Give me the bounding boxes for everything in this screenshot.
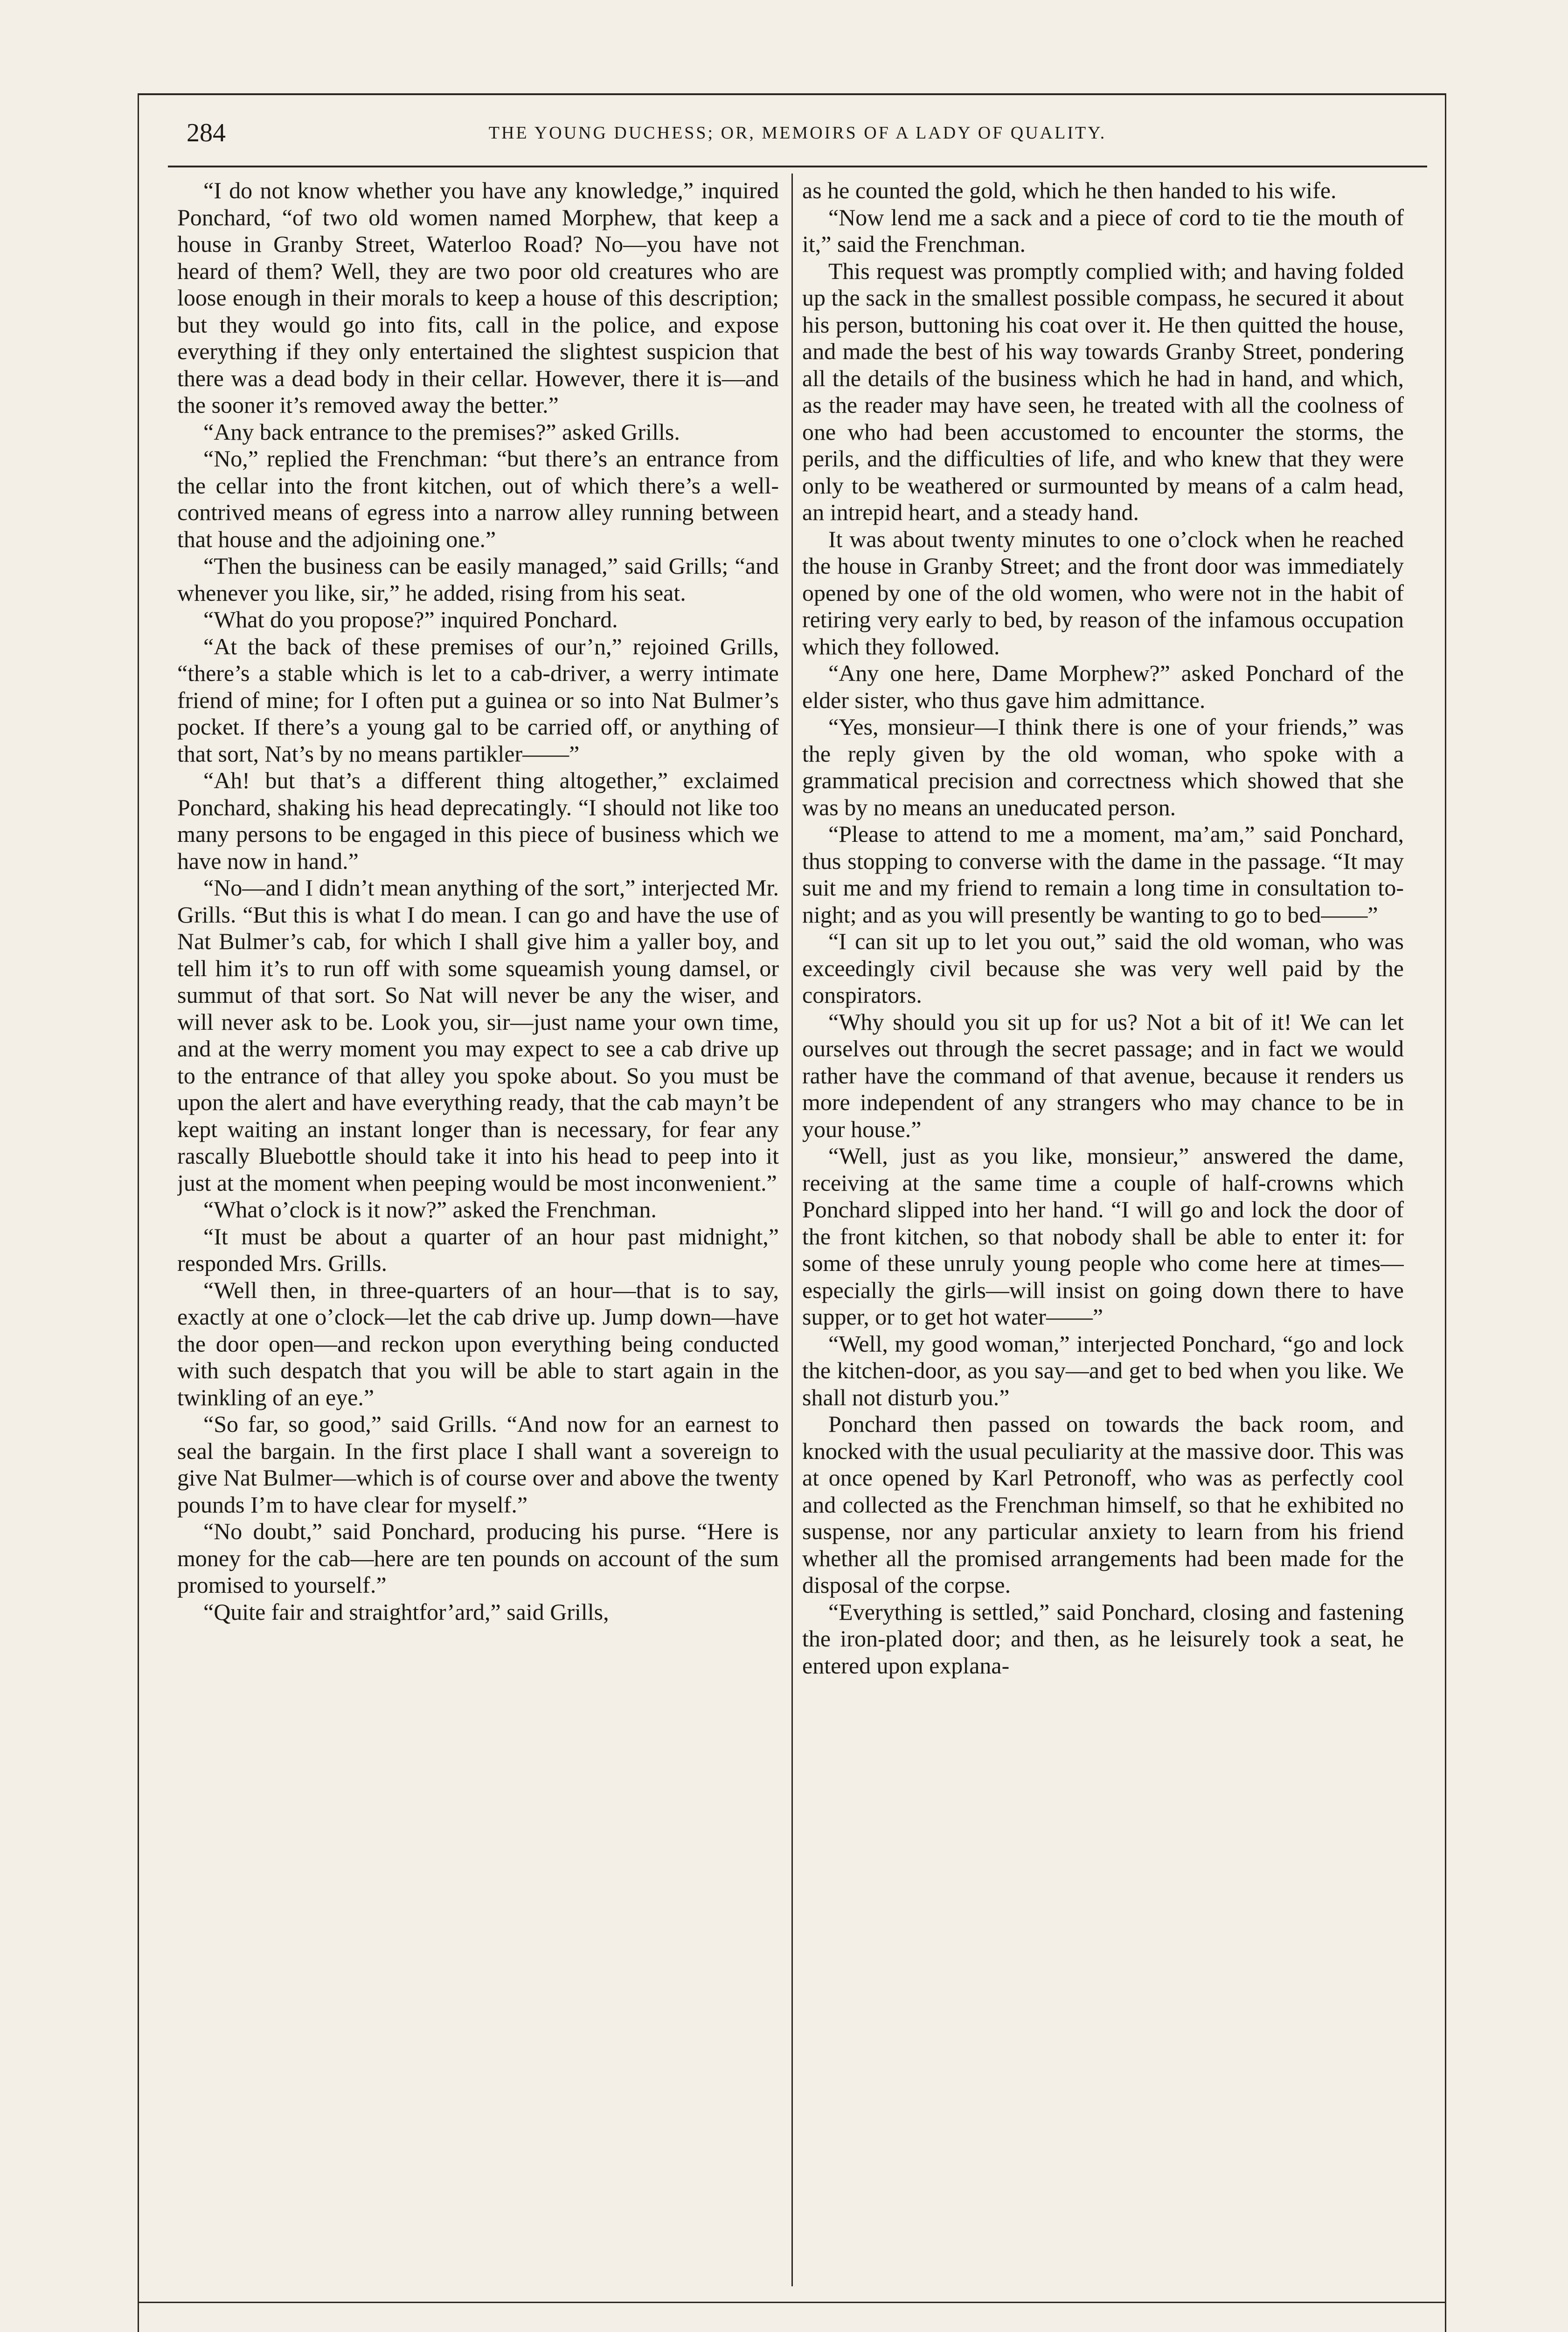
- right-column: [802, 177, 1404, 2276]
- paragraph: “Then the business can be easily managed,” said Grills; “and whenever you like, sir,” he added, rising from his seat.: [177, 553, 779, 606]
- column-divider: [791, 174, 793, 2286]
- paragraph: “Well then, in three-quarters of an hour—that is to say, exactly at one o’clock—let the cab drive up. Jump down—have the door open—and reckon upon everything being conducted with such despatch that you will be able to start again in the twinkling of an eye.”: [177, 1277, 779, 1410]
- page-number: 284: [187, 118, 226, 147]
- bottom-rule: [138, 2302, 1446, 2303]
- left-column: [177, 177, 779, 2276]
- paragraph: Ponchard then passed on towards the back room, and knocked with the usual peculiarity at the massive door. This was at once opened by Karl Petronoff, who was as perfectly cool and collected as the Frenchman himself, so that he exhibited no suspense, nor any particular anxiety to learn from his friend whether all the promised arrangements had been made for the disposal of the corpse.: [802, 1411, 1404, 1598]
- paragraph-continued: as he counted the gold, which he then handed to his wife.: [802, 177, 1337, 203]
- paragraph: “What o’clock is it now?” asked the Frenchman.: [203, 1196, 657, 1222]
- paragraph: “What do you propose?” inquired Ponchard.: [203, 606, 618, 632]
- paragraph: “Well, just as you like, monsieur,” answered the dame, receiving at the same time a couple of half-crowns which Ponchard slipped into her hand. “I will go and lock the door of the front kitchen, so that nobody shall be able to enter it: for some of these unruly young people who come here at times—especially the girls—will insist on going down there to have supper, or to get hot water——”: [802, 1143, 1404, 1330]
- header-rule: [168, 166, 1427, 167]
- paragraph: “Now lend me a sack and a piece of cord to tie the mouth of it,” said the Frenchman.: [802, 204, 1404, 257]
- paragraph: “No—and I didn’t mean anything of the sort,” interjected Mr. Grills. “But this is what I do mean. I can go and have the use of Nat Bulmer’s cab, for which I shall give him a yaller boy, and tell him it’s to run off with some squeamish young damsel, or summut of that sort. So Nat will never be any the wiser, and will never ask to be. Look you, sir—just name your own time, and at the werry moment you may expect to see a cab drive up to the entrance of that alley you spoke about. So you must be upon the alert and have everything ready, that the cab mayn’t be kept waiting an instant longer than is necessary, for fear any rascally Bluebottle should take it into his head to peep into it just at the moment when peeping would be most inconwenient.”: [177, 874, 779, 1196]
- paragraph: It was about twenty minutes to one o’clock when he reached the house in Granby Street; and the front door was immediately opened by one of the old women, who were not in the habit of retiring very early to bed, by reason of the infamous occupation which they followed.: [802, 526, 1404, 659]
- paragraph: “At the back of these premises of our’n,” rejoined Grills, “there’s a stable which is let to a cab-driver, a werry intimate friend of mine; for I often put a guinea or so into Nat Bulmer’s pocket. If there’s a young gal to be carried off, or anything of that sort, Nat’s by no means partikler——”: [177, 633, 779, 767]
- paragraph: “Quite fair and straightfor’ard,” said Grills,: [203, 1598, 609, 1625]
- running-head: THE YOUNG DUCHESS; OR, MEMOIRS OF A LADY OF QUALITY.: [488, 123, 1107, 143]
- top-rule: [138, 93, 1446, 95]
- paragraph: “Yes, monsieur—I think there is one of your friends,” was the reply given by the old woman, who spoke with a grammatical precision and correctness which showed that she was by no means an uneducated person.: [802, 714, 1404, 820]
- paragraph: “Well, my good woman,” interjected Ponchard, “go and lock the kitchen-door, as you say—and get to bed when you like. We shall not disturb you.”: [802, 1330, 1404, 1410]
- paragraph: “It must be about a quarter of an hour past midnight,” responded Mrs. Grills.: [177, 1223, 779, 1276]
- paragraph: “Why should you sit up for us? Not a bit of it! We can let ourselves out through the secret passage; and in fact we would rather have the command of that avenue, because it renders us more independent of any strangers who may chance to be in your house.”: [802, 1008, 1404, 1142]
- paragraph: “I do not know whether you have any knowledge,” inquired Ponchard, “of two old women named Morphew, that keep a house in Granby Street, Waterloo Road? No—you have not heard of them? Well, they are two poor old creatures who are loose enough in their morals to keep a house of this description; but they would go into fits, call in the police, and expose everything if they only entertained the slightest suspicion that there was a dead body in their cellar. However, there it is—and the sooner it’s removed away the better.”: [177, 177, 779, 418]
- paragraph: “Ah! but that’s a different thing altogether,” exclaimed Ponchard, shaking his head deprecatingly. “I should not like too many persons to be engaged in this piece of business which we have now in hand.”: [177, 767, 779, 874]
- paragraph: “No,” replied the Frenchman: “but there’s an entrance from the cellar into the front kitchen, out of which there’s a well-contrived means of egress into a narrow alley running between that house and the adjoining one.”: [177, 445, 779, 552]
- paragraph: “Please to attend to me a moment, ma’am,” said Ponchard, thus stopping to converse with the dame in the passage. “It may suit me and my friend to remain a long time in consultation to-night; and as you will presently be wanting to go to bed——”: [802, 821, 1404, 928]
- paragraph: “Any back entrance to the premises?” asked Grills.: [203, 418, 680, 445]
- paragraph: “I can sit up to let you out,” said the old woman, who was exceedingly civil because she was very well paid by the conspirators.: [802, 928, 1404, 1008]
- paragraph: “Everything is settled,” said Ponchard, closing and fastening the iron-plated door; and then, as he leisurely took a seat, he entered upon explana-: [802, 1598, 1404, 1679]
- page-header: [168, 114, 1427, 156]
- paragraph: “Any one here, Dame Morphew?” asked Ponchard of the elder sister, who thus gave him admittance.: [802, 660, 1404, 713]
- paragraph: This request was promptly complied with; and having folded up the sack in the smallest possible compass, he secured it about his person, buttoning his coat over it. He then quitted the house, and made the best of his way towards Granby Street, pondering all the details of the business which he had in hand, and which, as the reader may have seen, he treated with all the coolness of one who had been accustomed to encounter the storms, the perils, and the difficulties of life, and who knew that they were only to be weathered or surmounted by means of a calm head, an intrepid heart, and a steady hand.: [802, 257, 1404, 525]
- paragraph: “No doubt,” said Ponchard, producing his purse. “Here is money for the cab—here are ten pounds on account of the sum promised to yourself.”: [177, 1518, 779, 1598]
- paragraph: “So far, so good,” said Grills. “And now for an earnest to seal the bargain. In the first place I shall want a sovereign to give Nat Bulmer—which is of course over and above the twenty pounds I’m to have clear for myself.”: [177, 1411, 779, 1518]
